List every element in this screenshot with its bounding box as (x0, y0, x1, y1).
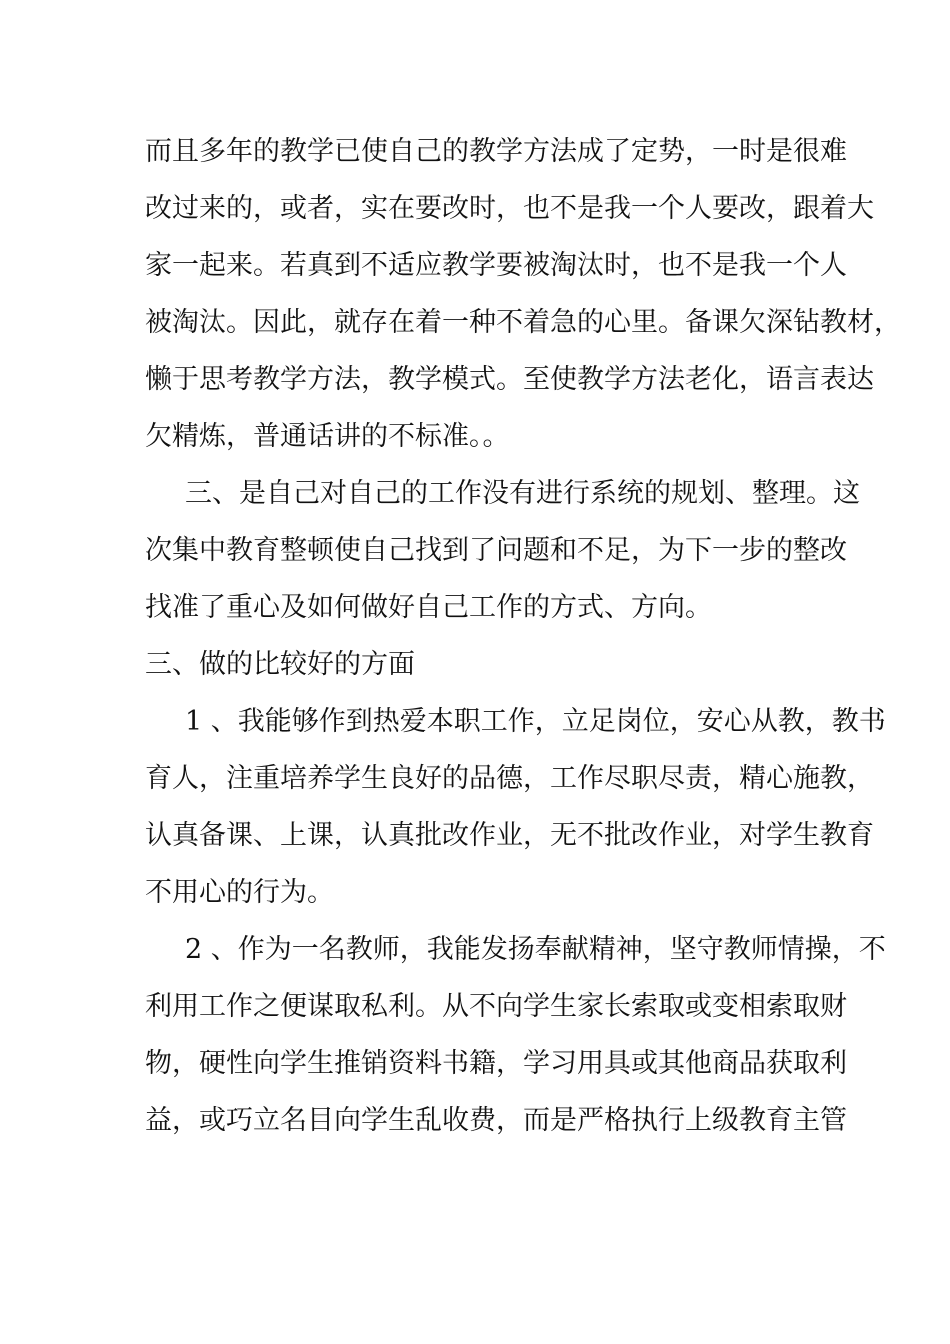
paragraph-planning (145, 465, 860, 636)
heading-line: 三、做的比较好的方面 (145, 649, 415, 680)
section-heading-strengths (145, 636, 810, 693)
text-line: 改过来的，或者，实在要改时，也不是我一个人要改，跟着大 (145, 193, 874, 224)
text-line: 找准了重心及如何做好自己工作的方式、方向。 (145, 592, 712, 623)
paragraph-item-2 (145, 921, 886, 1149)
paragraph-item-1 (145, 693, 886, 921)
text-line: 被淘汰。因此，就存在着一种不着急的心里。备课欠深钻教材， (145, 307, 901, 338)
text-line: 物，硬性向学生推销资料书籍，学习用具或其他商品获取利 (145, 1048, 847, 1079)
document-body (145, 123, 901, 1149)
text-line: 三、是自己对自己的工作没有进行系统的规划、整理。这 (185, 478, 860, 509)
text-line: 次集中教育整顿使自己找到了问题和不足，为下一步的整改 (145, 535, 847, 566)
text-line: 家一起来。若真到不适应教学要被淘汰时，也不是我一个人 (145, 250, 847, 281)
text-line: 而且多年的教学已使自己的教学方法成了定势，一时是很难 (145, 136, 847, 167)
text-line: 1 、我能够作到热爱本职工作，立足岗位，安心从教，教书 (185, 706, 886, 737)
text-line: 育人，注重培养学生良好的品德，工作尽职尽责，精心施教， (145, 763, 874, 794)
text-line: 懒于思考教学方法，教学模式。至使教学方法老化，语言表达 (145, 364, 874, 395)
text-line: 益，或巧立名目向学生乱收费，而是严格执行上级教育主管 (145, 1105, 847, 1136)
text-line: 不用心的行为。 (145, 877, 334, 908)
text-line: 2 、作为一名教师，我能发扬奉献精神，坚守教师情操，不 (185, 934, 886, 965)
text-line: 认真备课、上课，认真批改作业，无不批改作业，对学生教育 (145, 820, 874, 851)
text-line: 欠精炼，普通话讲的不标准。。 (145, 421, 510, 452)
paragraph-teaching-method (145, 123, 901, 465)
text-line: 利用工作之便谋取私利。从不向学生家长索取或变相索取财 (145, 991, 847, 1022)
